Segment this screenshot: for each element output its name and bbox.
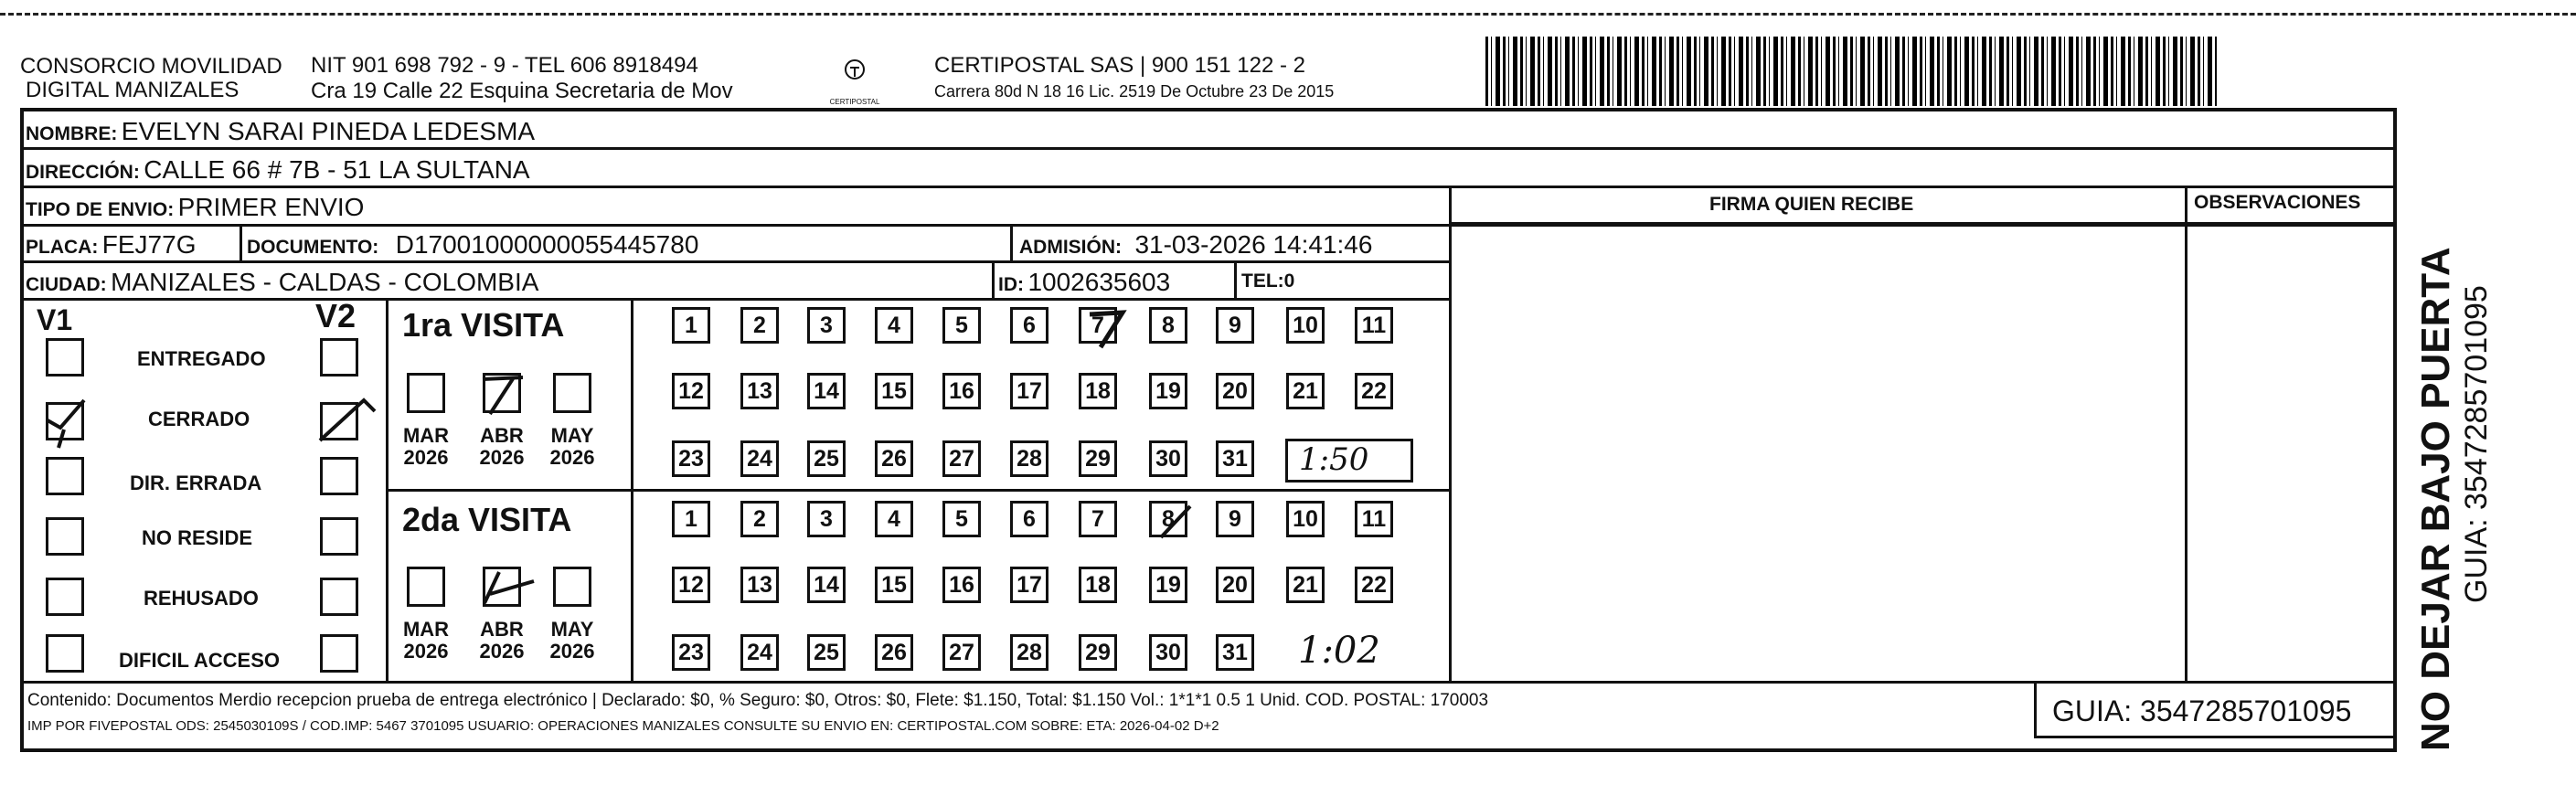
first-visit-day-25-checkbox[interactable]: 25 bbox=[807, 440, 846, 477]
company-line-1: CONSORCIO MOVILIDAD bbox=[20, 54, 282, 79]
v1-day-7-mark bbox=[1084, 307, 1130, 351]
v1-abr-checkmark bbox=[477, 370, 532, 416]
first-visit-day-3-checkbox[interactable]: 3 bbox=[807, 307, 846, 344]
v1-month-may-year: 2026 bbox=[549, 446, 595, 469]
second-visit-day-30-checkbox[interactable]: 30 bbox=[1149, 634, 1187, 671]
state-cerrado: CERRADO bbox=[148, 408, 250, 430]
first-visit-day-21-checkbox[interactable]: 21 bbox=[1286, 373, 1325, 409]
second-visit-day-12-checkbox[interactable]: 12 bbox=[672, 567, 710, 603]
tel-value: 0 bbox=[1283, 270, 1295, 292]
v1-entregado-checkbox[interactable] bbox=[46, 338, 84, 376]
certipostal-info bbox=[934, 53, 1334, 104]
first-visit-time-box bbox=[1285, 439, 1413, 483]
tel-label: TEL: bbox=[1241, 270, 1284, 292]
footer-imp-line: IMP POR FIVEPOSTAL ODS: 2545030109S / COD.IMP: 5467 3701095 USUARIO: OPERACIONES MANIZALES CONSULTE SU ENVIO EN: CERTIPOSTAL.COM SOBRE: ETA: 2026-04-02 D+2 bbox=[27, 718, 1219, 734]
tipo-envio-row bbox=[26, 193, 364, 222]
documento-label: DOCUMENTO: bbox=[247, 237, 379, 258]
first-visit-day-18-checkbox[interactable]: 18 bbox=[1079, 373, 1117, 409]
second-visit-day-20-checkbox[interactable]: 20 bbox=[1216, 567, 1254, 603]
v1-month-may-name: MAY bbox=[550, 424, 594, 447]
first-visit-day-17-checkbox[interactable]: 17 bbox=[1010, 373, 1048, 409]
company-line-2: DIGITAL MANIZALES bbox=[26, 78, 240, 102]
first-visit-day-11-checkbox[interactable]: 11 bbox=[1355, 307, 1393, 344]
barcode bbox=[1485, 37, 2217, 106]
second-visit-day-15-checkbox[interactable]: 15 bbox=[875, 567, 913, 603]
v2-month-mar-name: MAR bbox=[402, 618, 450, 641]
state-dificil-acceso: DIFICIL ACCESO bbox=[119, 649, 281, 672]
v1-month-mar bbox=[399, 425, 453, 469]
second-visit-day-17-checkbox[interactable]: 17 bbox=[1010, 567, 1048, 603]
nombre-label: NOMBRE: bbox=[26, 123, 118, 144]
first-visit-day-23-checkbox[interactable]: 23 bbox=[672, 440, 710, 477]
second-visit-day-26-checkbox[interactable]: 26 bbox=[875, 634, 913, 671]
v2-month-mar-checkbox[interactable] bbox=[407, 567, 445, 607]
first-visit-day-16-checkbox[interactable]: 16 bbox=[942, 373, 981, 409]
admision-row bbox=[1019, 230, 1372, 260]
direccion-row bbox=[26, 155, 530, 185]
v2-dificil-acceso-checkbox[interactable] bbox=[320, 634, 358, 673]
first-visit-day-29-checkbox[interactable]: 29 bbox=[1079, 440, 1117, 477]
v2-label: V2 bbox=[315, 297, 357, 334]
v2-day-8-mark bbox=[1154, 501, 1199, 545]
second-visit-day-18-checkbox[interactable]: 18 bbox=[1079, 567, 1117, 603]
second-visit-day-5-checkbox[interactable]: 5 bbox=[942, 501, 981, 537]
first-visit-day-8-checkbox[interactable]: 8 bbox=[1149, 307, 1187, 344]
observaciones-label: OBSERVACIONES bbox=[2194, 192, 2361, 213]
placa-label: PLACA: bbox=[26, 237, 99, 258]
admision-label: ADMISIÓN: bbox=[1019, 237, 1122, 258]
v2-no-reside-checkbox[interactable] bbox=[320, 517, 358, 556]
no-dejar-bajo-puerta: NO DEJAR BAJO PUERTA bbox=[2413, 247, 2458, 751]
first-visit-day-31-checkbox[interactable]: 31 bbox=[1216, 440, 1254, 477]
footer-content-line: Contenido: Documentos Merdio recepcion prueba de entrega electrónico | Declarado: $0, % Seguro: $0, Otros: $0, Flete: $1.150, Total: $1.150 Vol.: 1*1*1 0.5 1 Unid. COD. POSTAL: 170003 bbox=[27, 691, 1489, 710]
logo-text: CERTIPOSTAL bbox=[829, 98, 880, 106]
second-visit-day-13-checkbox[interactable]: 13 bbox=[740, 567, 779, 603]
first-visit-day-22-checkbox[interactable]: 22 bbox=[1355, 373, 1393, 409]
first-visit-day-6-checkbox[interactable]: 6 bbox=[1010, 307, 1048, 344]
company-name bbox=[20, 55, 282, 102]
v2-month-may-year: 2026 bbox=[549, 640, 595, 663]
v2-month-abr-year: 2026 bbox=[479, 640, 525, 663]
first-visit-day-7-checkbox[interactable]: 7 bbox=[1079, 307, 1117, 344]
first-visit-title: 1ra VISITA bbox=[402, 306, 565, 344]
nit-line: NIT 901 698 792 - 9 - TEL 606 8918494 bbox=[311, 53, 698, 78]
ciudad-label: CIUDAD: bbox=[26, 274, 107, 295]
nombre-value: EVELYN SARAI PINEDA LEDESMA bbox=[121, 117, 536, 145]
second-visit-day-24-checkbox[interactable]: 24 bbox=[740, 634, 779, 671]
v1-month-mar-name: MAR bbox=[402, 424, 450, 447]
tel-row bbox=[1241, 270, 1294, 292]
second-visit-day-7-checkbox[interactable]: 7 bbox=[1079, 501, 1117, 537]
second-visit-day-16-checkbox[interactable]: 16 bbox=[942, 567, 981, 603]
second-visit-title: 2da VISITA bbox=[402, 501, 572, 538]
v1-label: V1 bbox=[37, 303, 73, 336]
first-visit-day-12-checkbox[interactable]: 12 bbox=[672, 373, 710, 409]
state-rehusado: REHUSADO bbox=[144, 587, 259, 610]
second-visit-day-11-checkbox[interactable]: 11 bbox=[1355, 501, 1393, 537]
admision-value: 31-03-2026 14:41:46 bbox=[1134, 230, 1373, 259]
second-visit-day-21-checkbox[interactable]: 21 bbox=[1286, 567, 1325, 603]
second-visit-day-9-checkbox[interactable]: 9 bbox=[1216, 501, 1254, 537]
id-label: ID: bbox=[998, 274, 1024, 295]
second-visit-day-28-checkbox[interactable]: 28 bbox=[1010, 634, 1048, 671]
side-guia: GUIA: 3547285701095 bbox=[2459, 285, 2494, 603]
second-visit-day-6-checkbox[interactable]: 6 bbox=[1010, 501, 1048, 537]
ciudad-value: MANIZALES - CALDAS - COLOMBIA bbox=[111, 268, 539, 296]
v2-month-abr-name: ABR bbox=[480, 618, 524, 641]
state-entregado: ENTREGADO bbox=[137, 347, 266, 370]
second-visit-day-27-checkbox[interactable]: 27 bbox=[942, 634, 981, 671]
second-visit-day-23-checkbox[interactable]: 23 bbox=[672, 634, 710, 671]
v2-month-abr bbox=[474, 619, 529, 663]
first-visit-day-26-checkbox[interactable]: 26 bbox=[875, 440, 913, 477]
v2-entregado-checkbox[interactable] bbox=[320, 338, 358, 376]
first-visit-day-10-checkbox[interactable]: 10 bbox=[1286, 307, 1325, 344]
certipostal-line-1: CERTIPOSTAL SAS | 900 151 122 - 2 bbox=[934, 53, 1305, 78]
direccion-value: CALLE 66 # 7B - 51 LA SULTANA bbox=[144, 155, 530, 184]
v1-dificil-acceso-checkbox[interactable] bbox=[46, 634, 84, 673]
v1-dir-errada-checkbox[interactable] bbox=[46, 457, 84, 495]
second-visit-day-4-checkbox[interactable]: 4 bbox=[875, 501, 913, 537]
second-visit-day-19-checkbox[interactable]: 19 bbox=[1149, 567, 1187, 603]
v1-cerrado-checkmark bbox=[40, 393, 104, 451]
id-value: 1002635603 bbox=[1027, 268, 1171, 296]
first-visit-day-28-checkbox[interactable]: 28 bbox=[1010, 440, 1048, 477]
v2-month-may-checkbox[interactable] bbox=[553, 567, 591, 607]
first-visit-day-30-checkbox[interactable]: 30 bbox=[1149, 440, 1187, 477]
second-visit-time: 1:02 bbox=[1298, 630, 1380, 672]
v2-cerrado-checkmark bbox=[311, 393, 384, 448]
first-visit-day-13-checkbox[interactable]: 13 bbox=[740, 373, 779, 409]
certipostal-line-2: Carrera 80d N 18 16 Lic. 2519 De Octubre 23 De 2015 bbox=[934, 82, 1335, 101]
first-visit-day-24-checkbox[interactable]: 24 bbox=[740, 440, 779, 477]
footer-guia: GUIA: 3547285701095 bbox=[2052, 695, 2352, 727]
v1-month-may-checkbox[interactable] bbox=[553, 373, 591, 413]
v1-month-may bbox=[545, 425, 600, 469]
v1-month-abr-year: 2026 bbox=[479, 446, 525, 469]
first-visit-day-14-checkbox[interactable]: 14 bbox=[807, 373, 846, 409]
first-visit-day-2-checkbox[interactable]: 2 bbox=[740, 307, 779, 344]
ciudad-row bbox=[26, 268, 538, 297]
v1-month-mar-checkbox[interactable] bbox=[407, 373, 445, 413]
v2-abr-checkmark bbox=[477, 563, 541, 610]
first-visit-day-9-checkbox[interactable]: 9 bbox=[1216, 307, 1254, 344]
second-visit-day-3-checkbox[interactable]: 3 bbox=[807, 501, 846, 537]
first-visit-day-15-checkbox[interactable]: 15 bbox=[875, 373, 913, 409]
first-visit-day-4-checkbox[interactable]: 4 bbox=[875, 307, 913, 344]
v2-month-mar-year: 2026 bbox=[403, 640, 449, 663]
v1-no-reside-checkbox[interactable] bbox=[46, 517, 84, 556]
certipostal-logo bbox=[823, 53, 887, 106]
address-line: Cra 19 Calle 22 Esquina Secretaria de Mov bbox=[311, 79, 733, 103]
direccion-label: DIRECCIÓN: bbox=[26, 162, 140, 183]
top-edge-line bbox=[0, 0, 2576, 16]
second-visit-day-31-checkbox[interactable]: 31 bbox=[1216, 634, 1254, 671]
v2-month-may-name: MAY bbox=[550, 618, 594, 641]
second-visit-day-29-checkbox[interactable]: 29 bbox=[1079, 634, 1117, 671]
state-no-reside: NO RESIDE bbox=[142, 526, 253, 549]
documento-value: D17001000000055445780 bbox=[395, 230, 699, 259]
state-dir-errada: DIR. ERRADA bbox=[130, 472, 262, 494]
v1-rehusado-checkbox[interactable] bbox=[46, 578, 84, 616]
documento-row bbox=[247, 230, 698, 260]
second-visit-day-22-checkbox[interactable]: 22 bbox=[1355, 567, 1393, 603]
tipo-envio-label: TIPO DE ENVIO: bbox=[26, 199, 175, 220]
first-visit-day-20-checkbox[interactable]: 20 bbox=[1216, 373, 1254, 409]
v2-rehusado-checkbox[interactable] bbox=[320, 578, 358, 616]
second-visit-day-1-checkbox[interactable]: 1 bbox=[672, 501, 710, 537]
first-visit-day-1-checkbox[interactable]: 1 bbox=[672, 307, 710, 344]
placa-value: FEJ77G bbox=[101, 230, 197, 259]
first-visit-day-27-checkbox[interactable]: 27 bbox=[942, 440, 981, 477]
first-visit-day-19-checkbox[interactable]: 19 bbox=[1149, 373, 1187, 409]
second-visit-day-10-checkbox[interactable]: 10 bbox=[1286, 501, 1325, 537]
v1-month-abr-name: ABR bbox=[480, 424, 524, 447]
company-contact bbox=[311, 53, 733, 104]
second-visit-day-14-checkbox[interactable]: 14 bbox=[807, 567, 846, 603]
first-visit-time: 1:50 bbox=[1299, 441, 1369, 478]
v1-month-abr bbox=[474, 425, 529, 469]
v2-dir-errada-checkbox[interactable] bbox=[320, 457, 358, 495]
firma-label: FIRMA QUIEN RECIBE bbox=[1709, 194, 1914, 215]
second-visit-time-box bbox=[1285, 631, 1426, 674]
second-visit-day-2-checkbox[interactable]: 2 bbox=[740, 501, 779, 537]
placa-row bbox=[26, 230, 196, 260]
first-visit-day-5-checkbox[interactable]: 5 bbox=[942, 307, 981, 344]
id-row bbox=[998, 268, 1170, 297]
nombre-row bbox=[26, 117, 535, 146]
v2-month-may bbox=[545, 619, 600, 663]
tipo-envio-value: PRIMER ENVIO bbox=[177, 193, 365, 221]
second-visit-day-25-checkbox[interactable]: 25 bbox=[807, 634, 846, 671]
v1-month-mar-year: 2026 bbox=[403, 446, 449, 469]
second-visit-day-8-checkbox[interactable]: 8 bbox=[1149, 501, 1187, 537]
v2-month-mar bbox=[399, 619, 453, 663]
